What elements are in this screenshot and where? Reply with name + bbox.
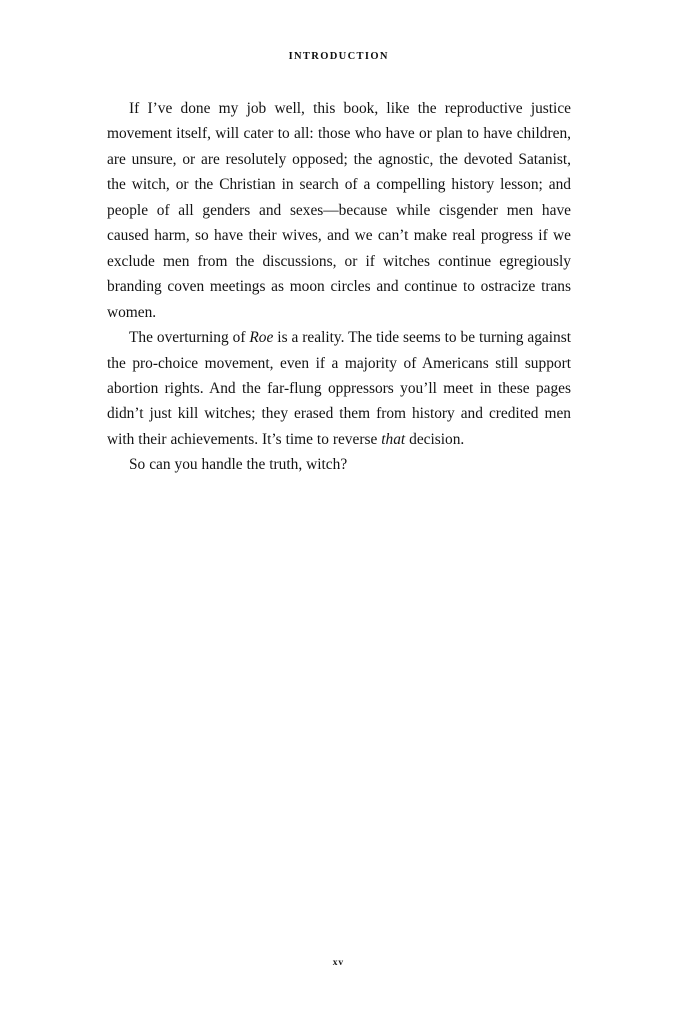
running-head: INTRODUCTION bbox=[288, 51, 389, 62]
para-3: So can you handle the truth, witch? bbox=[129, 456, 348, 474]
para-1: If I’ve done my job well, this book, like the reproductive justice movement itself, will cater to all: those who have or plan to have children, are unsure, or are resolutely opposed; the agnostic, the devoted Satanist, the witch, or the Christian in search of a compelling history lesson; and people of all genders and sexes—because while cisgender men have caused harm, so have their wives, and we can’t make real progress if we exclude men from the discussions, or if witches continue egregiously branding coven meetings as moon circles and continue to ostracize trans women. bbox=[107, 100, 571, 321]
italic-text: Roe bbox=[249, 329, 274, 347]
body-text-block bbox=[107, 96, 571, 478]
italic-text: that bbox=[381, 430, 406, 448]
para-2: The overturning of Roe is a reality. The tide seems to be turning against the pro-choice movement, even if a majority of Americans still support abortion rights. And the far-flung oppressors you’ll meet in these pages didn’t just kill witches; they erased them from history and credited men with their achievements. It’s time to reverse that decision. bbox=[107, 329, 571, 448]
page-number: xv bbox=[332, 958, 345, 968]
